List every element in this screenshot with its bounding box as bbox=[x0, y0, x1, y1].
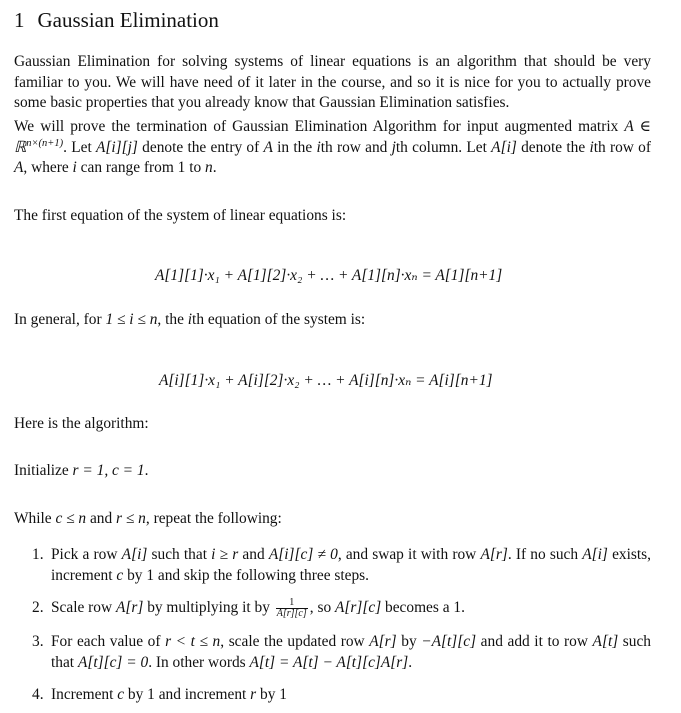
section-number: 1 bbox=[14, 8, 25, 32]
termination-paragraph: We will prove the termination of Gaussian Elimination Algorithm for input augmented matrix A ∈ ℝ$^{n\times(n+1)}$. Let A[i][j] denote the entry of A in the ith row and jth column. Let A[i] denote the ith row of A, where i can range from 1 to n. bbox=[14, 118, 651, 176]
list-item: 2. Scale row A[r] by multiplying it by $\frac{1}{A[r][c]}$ , so A[r][c] becomes a 1. bbox=[32, 597, 465, 619]
first-equation: A[1][1]·x₁ + A[1][2]·x₂ + … + A[1][n]·xₙ = A[1][n+1] bbox=[155, 267, 503, 284]
while-line: While c ≤ n and r ≤ n, repeat the following: bbox=[14, 510, 282, 527]
scale-fraction: $\frac{1}{A[r][c]}$ bbox=[276, 597, 307, 619]
entry-notation: A[i][j] bbox=[96, 138, 138, 156]
algorithm-intro: Here is the algorithm: bbox=[14, 415, 149, 432]
row-notation: A[i] bbox=[491, 138, 517, 156]
list-item: 1. Pick a row A[i] such that i ≥ r and A[i][c] ≠ 0, and swap it with row A[r]. If no such A[i] exists, increment c by 1 and skip the following three steps. bbox=[32, 546, 651, 584]
matrix-expression: A ∈ ℝ bbox=[14, 118, 651, 156]
intro-paragraph: Gaussian Elimination for solving systems of linear equations is an algorithm that should be very familiar to you. We will have need of it later in the course, and so it is nice for you to actually prove some basic properties that you already know that Gaussian Elimination satisfies. bbox=[14, 53, 651, 111]
list-item: 3. For each value of r < t ≤ n, scale the updated row A[r] by −A[t][c] and add it to row A[t] such that A[t][c] = 0. In other words A[t] = A[t] − A[t][c]A[r]. bbox=[32, 633, 652, 671]
section-title: Gaussian Elimination bbox=[37, 8, 219, 32]
algorithm-steps bbox=[14, 545, 651, 706]
general-equation: A[i][1]·x₁ + A[i][2]·x₂ + … + A[i][n]·xₙ = A[i][n+1] bbox=[159, 372, 493, 389]
general-equation-intro: In general, for 1 ≤ i ≤ n, the ith equation of the system is: bbox=[14, 311, 366, 328]
list-item: 4. Increment c by 1 and increment r by 1 bbox=[32, 686, 287, 703]
matrix-dimension: n×(n+1) bbox=[26, 137, 64, 149]
first-equation-intro: The first equation of the system of linear equations is: bbox=[14, 207, 347, 224]
initialize-line: Initialize r = 1, c = 1. bbox=[14, 462, 149, 479]
section-heading bbox=[14, 6, 219, 34]
